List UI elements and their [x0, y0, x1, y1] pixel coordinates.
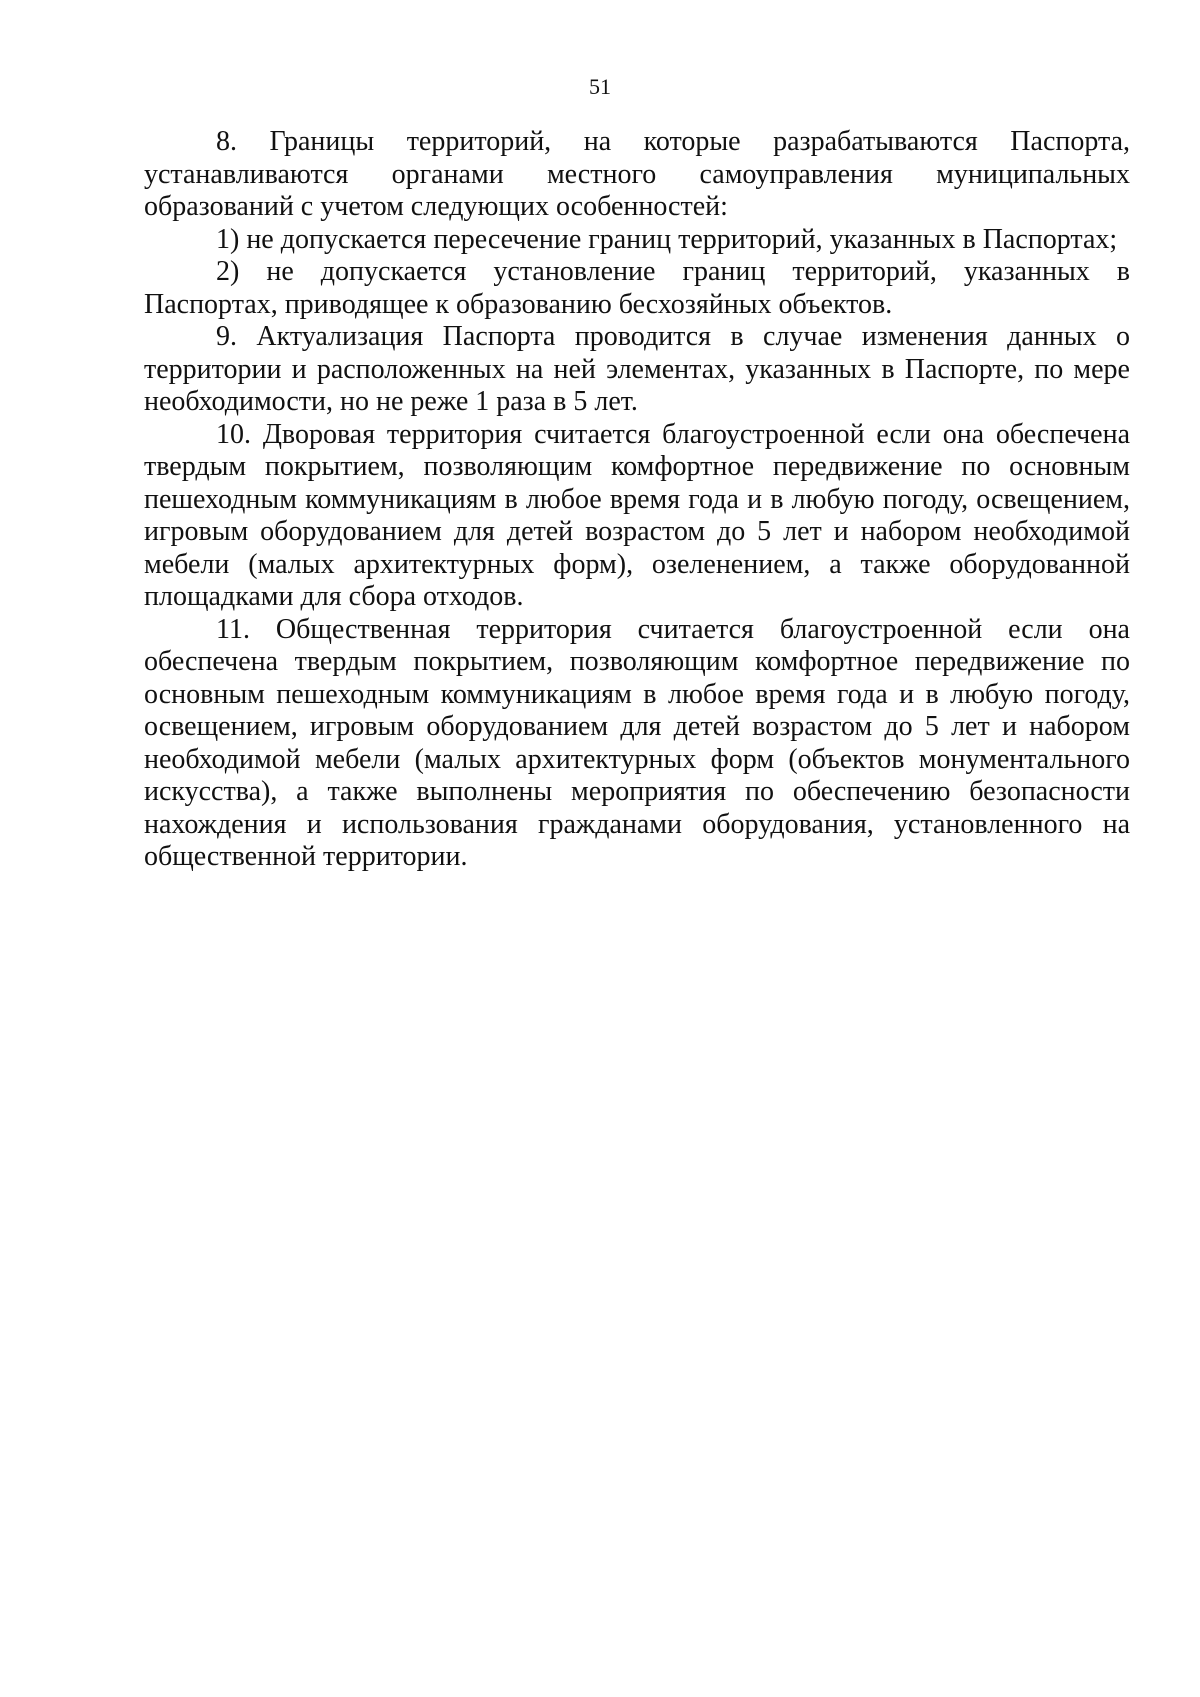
paragraph-subitem-2: 2) не допускается установление границ территорий, указанных в Паспортах, приводящее к образованию бесхозяйных объектов.	[144, 256, 1130, 320]
document-body	[144, 126, 1130, 874]
paragraph-item-10: 10. Дворовая территория считается благоустроенной если она обеспечена твердым покрытием, позволяющим комфортное передвижение по основным пешеходным коммуникациям в любое время года и в любую погоду, освещением, игровым оборудованием для детей возрастом до 5 лет и набором необходимой мебели (малых архитектурных форм), озеленением, а также оборудованной площадками для сбора отходов.	[144, 418, 1130, 612]
paragraph-subitem-1: 1) не допускается пересечение границ территорий, указанных в Паспортах;	[216, 223, 1118, 255]
paragraph-item-11: 11. Общественная территория считается благоустроенной если она обеспечена твердым покрытием, позволяющим комфортное передвижение по основным пешеходным коммуникациям в любое время года и в любую погоду, освещением, игровым оборудованием для детей возрастом до 5 лет и набором необходимой мебели (малых архитектурных форм (объектов монументального искусства), а также выполнены мероприятия по обеспечению безопасности нахождения и использования гражданами оборудования, установленного на общественной территории.	[144, 613, 1130, 872]
paragraph-item-9: 9. Актуализация Паспорта проводится в случае изменения данных о территории и расположенных на ней элементах, указанных в Паспорте, по мере необходимости, но не реже 1 раза в 5 лет.	[144, 321, 1130, 417]
paragraph-item-8: 8. Границы территорий, на которые разрабатываются Паспорта, устанавливаются органами местного самоуправления муниципальных образований с учетом следующих особенностей:	[144, 126, 1130, 222]
page-number: 51	[589, 74, 611, 99]
